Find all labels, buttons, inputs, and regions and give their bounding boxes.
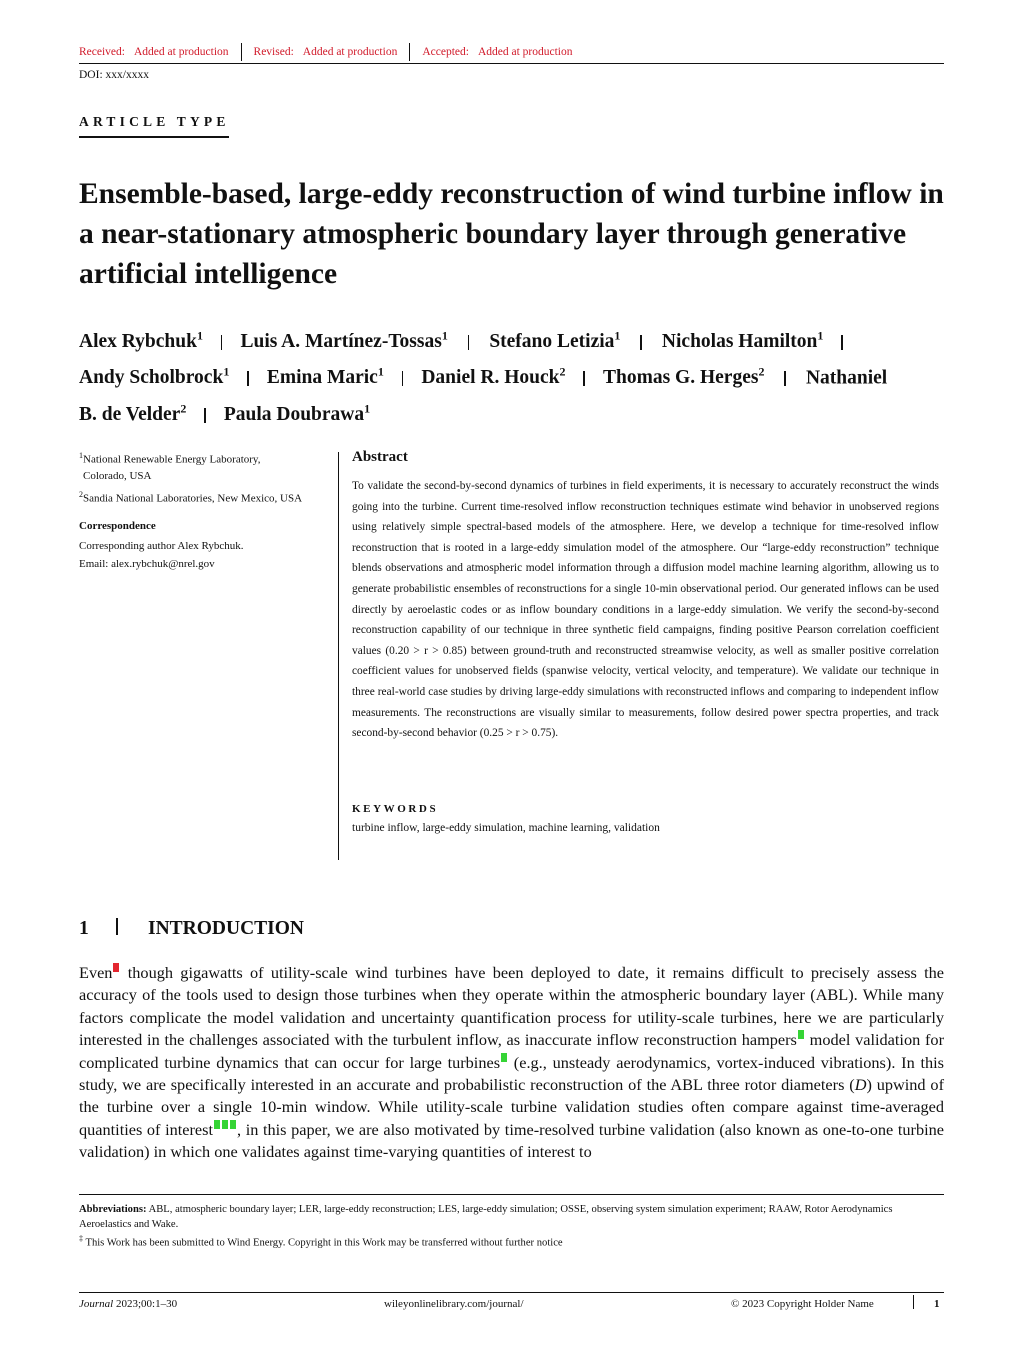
author-separator <box>204 408 206 423</box>
citation-link-icon[interactable] <box>501 1053 507 1062</box>
abbreviations-footnote: Abbreviations: ABL, atmospheric boundary layer; LER, large-eddy reconstruction; LES, large-eddy simulation; OSSE, observing system simulation experiment; RAAW, Rotor Aerodynamics Aeroelastics and Wake. <box>79 1204 893 1230</box>
author-separator <box>221 335 223 350</box>
footer-separator <box>913 1295 914 1309</box>
citation-link-icon[interactable] <box>214 1120 220 1129</box>
section-number: 1 <box>79 918 89 939</box>
email-link[interactable]: Email: alex.rybchuk@nrel.gov <box>79 558 215 570</box>
author[interactable]: B. de Velder$^2$ <box>79 401 187 425</box>
affiliation-1: $^1$National Renewable Energy Laboratory, Colorado, USA <box>79 451 261 482</box>
header-separator <box>241 43 242 61</box>
paper-title: Ensemble-based, large-eddy reconstruction of wind turbine inflow in a near-stationary atmospheric boundary layer through generative artificial intelligence <box>79 178 944 290</box>
author[interactable]: Daniel R. Houck$^2$ <box>421 364 566 388</box>
author-separator <box>583 371 585 386</box>
received-date: Received: Added at production <box>79 46 229 58</box>
correspondence-heading: Correspondence <box>79 520 156 532</box>
abstract-text: To validate the second-by-second dynamics of turbines in field experiments, it is necessary to accurately reconstruct the winds going into the turbine. Current time-resolved inflow reconstruction techniques estimate wind behavior in unobserved regions using relatively simple spectral-based models of the atmosphere. Here, we develop a technique for time-resolved inflow reconstruction that is rooted in a large-eddy simulation model of the atmosphere. Our “large-eddy reconstruction” technique blends observations and atmospheric model information through a diffusion model machine learning algorithm, allowing us to generate probabilistic ensembles of reconstructions for a single 10-min observational period. Our generated inflows can be used directly by aeroelastic codes or as inflow boundary conditions in a large-eddy simulation. We verify the second-by-second reconstruction capability of our technique in three synthetic field campaigns, finding positive Pearson correlation coefficient values (0.20 > r > 0.85) between ground-truth and reconstructed streamwise velocity, as well as smaller positive correlation coefficient values for unobserved fields (spanwise velocity, vertical velocity, and temperature). We validate our technique in three real-world case studies by driving large-eddy simulations with reconstructed inflows and comparing to independent inflow measurements. The reconstructions are visually similar to measurements, follow desired power spectra properties, and track second-by-second behavior (0.25 > r > 0.75). <box>352 480 939 740</box>
header-separator <box>409 43 410 61</box>
submission-footnote: ‡ This Work has been submitted to Wind Energy. Copyright in this Work may be transferred without further notice <box>79 1234 563 1249</box>
citation-link-icon[interactable] <box>230 1120 236 1129</box>
journal-url[interactable]: wileyonlinelibrary.com/journal/ <box>384 1298 524 1310</box>
citation-link-icon[interactable] <box>222 1120 228 1129</box>
author[interactable]: Nicholas Hamilton$^1$ <box>661 328 824 352</box>
abstract-heading: Abstract <box>352 449 408 465</box>
doi: DOI: xxx/xxxx <box>79 69 149 81</box>
footnote-link-icon[interactable] <box>113 963 119 972</box>
author-separator <box>640 335 642 350</box>
author[interactable]: Andy Scholbrock$^1$ <box>79 364 230 388</box>
author[interactable]: Paula Doubrawa$^1$ <box>223 401 371 425</box>
author[interactable]: Emina Maric$^1$ <box>266 364 384 388</box>
publication-dates <box>79 44 573 60</box>
citation-link-icon[interactable] <box>798 1030 804 1039</box>
header-rule <box>79 63 944 64</box>
accepted-date: Accepted: Added at production <box>422 46 573 58</box>
footnote-rule <box>79 1194 944 1195</box>
author-separator <box>468 335 470 350</box>
author[interactable]: Thomas G. Herges$^2$ <box>602 364 765 388</box>
page-number: 1 <box>934 1298 940 1310</box>
author-list <box>79 320 949 430</box>
journal-citation: Journal 2023;00:1–30 <box>79 1298 178 1310</box>
author-separator <box>247 371 249 386</box>
article-type: ARTICLE TYPE <box>79 114 230 129</box>
intro-paragraph: Even though gigawatts of utility-scale wind turbines have been deployed to date, it remains difficult to precisely assess the accuracy of the tools used to design those turbines when they operate within the atmospheric boundary layer (ABL). While many factors complicate the model validation and uncertainty quantification process for utility-scale turbines, here we are particularly interested in the challenges associated with the turbulent inflow, as inaccurate inflow reconstruction hampers model validation for complicated turbine dynamics that can occur for large turbines (e.g., unsteady aerodynamics, vortex-induced vibrations). In this study, we are specifically interested in an accurate and probabilistic reconstruction of the ABL three rotor diameters (D) upwind of the turbine over a single 10-min window. While utility-scale turbine validation studies often compare against time-averaged quantities of interest , in this paper, we are also motivated by time-resolved turbine validation (also known as one-to-one turbine validation) in which one validates against time-varying quantities of interest to <box>79 963 945 1162</box>
column-divider <box>338 452 339 860</box>
author-separator <box>402 371 404 386</box>
keywords-text: turbine inflow, large-eddy simulation, machine learning, validation <box>352 822 660 834</box>
correspondence-details: Corresponding author Alex Rybchuk. Email: alex.rybchuk@nrel.gov <box>79 540 244 570</box>
section-title: INTRODUCTION <box>148 918 305 939</box>
article-type-underline <box>79 136 229 138</box>
section-separator <box>116 918 118 935</box>
author-separator <box>841 335 843 350</box>
author-separator <box>784 371 786 386</box>
author[interactable]: Alex Rybchuk$^1$ <box>79 328 203 352</box>
author[interactable]: Nathaniel <box>805 367 888 388</box>
affiliation-2: $^2$Sandia National Laboratories, New Mexico, USA <box>79 490 303 505</box>
author[interactable]: Luis A. Martínez-Tossas$^1$ <box>240 328 448 352</box>
copyright: © 2023 Copyright Holder Name <box>731 1298 874 1310</box>
footer-rule <box>79 1292 944 1293</box>
revised-date: Revised: Added at production <box>253 46 398 58</box>
keywords-heading: KEYWORDS <box>352 803 439 815</box>
author[interactable]: Stefano Letizia$^1$ <box>489 328 621 352</box>
